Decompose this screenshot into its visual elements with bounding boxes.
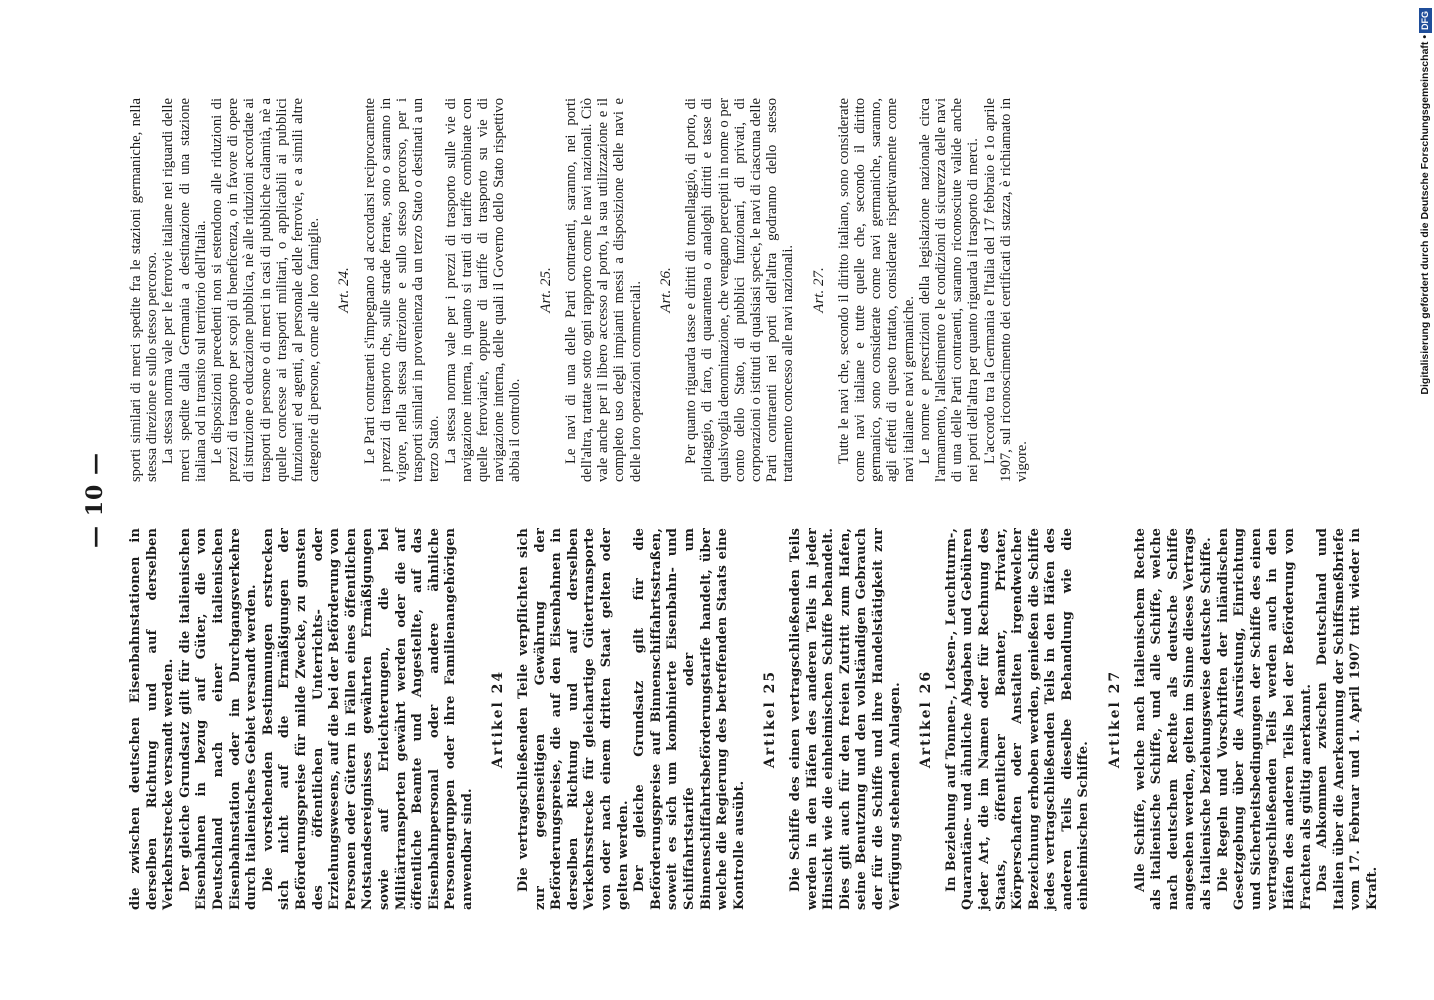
italian-article-24-heading: Art. 24.	[336, 267, 353, 313]
german-paragraph: Das Abkommen zwischen Deutschland und Italien über die Anerkennung der Schiffsmeßbriefe vom 17. Februar und 1. April 1907 tritt wieder in Kraft.	[1315, 528, 1380, 910]
german-paragraph: Alle Schiffe, welche nach italienischem Rechte als italienische Schiffe, und alle Schiffe, welche nach deutschem Rechte als deutsche Schiffe angesehen werden, gelten im Sinne dieses Vertrags als italienische beziehungsweise deutsche Schiffe.	[1132, 528, 1215, 910]
italian-paragraph: Tutte le navi che, secondo il diritto italiano, sono considerate come navi italiane e tutte quelle che, secondo il diritto germanico, sono considerate come navi germaniche, saranno, agli effetti di questo trattato, considerate rispettivamente come navi italiane e navi germaniche.	[835, 98, 917, 482]
italian-column	[128, 98, 1030, 482]
german-article-25-heading: Artikel 25	[762, 669, 779, 769]
german-paragraph: Die Regeln und Vorschriften der inländischen Gesetzgebung über die Ausrüstung, Einrichtung und Sicherheitsbedingungen der Schiffe des einen vertragschließenden Teils werden auch in den Häfen des anderen Teils bei der Beförderung von Frachten als gültig anerkannt.	[1215, 528, 1314, 910]
digitization-credit	[1418, 8, 1432, 998]
italian-intro: sporti similari di merci spedite fra le stazioni germaniche, nella stessa direzione e sullo stesso percorso.	[128, 98, 161, 482]
italian-paragraph: L'accordo tra la Germania e l'Italia del 17 febbraio e 1o aprile 1907, sul riconoscimento dei certificati di stazza, è richiamato in vigore.	[981, 98, 1030, 482]
german-article-27-heading: Artikel 27	[1107, 669, 1124, 769]
italian-paragraph: La stessa norma vale per le ferrovie italiane nei riguardi delle merci spedite dalla Germania a destinazione di una stazione italiana od in transito sul territorio dell'Italia.	[160, 98, 209, 482]
german-paragraph: In Beziehung auf Tonnen-, Lotsen-, Leuchtturm-, Quarantäne- und ähnliche Abgaben und Gebühren jeder Art, die im Namen oder für Rechnung des Staats, öffentlicher Beamter, Privater, Körperschaften oder Anstalten irgendwelcher Bezeichnung erhoben werden, genießen die Schiffe jedes vertragschließenden Teils in den Häfen des anderen Teils dieselbe Behandlung wie die einheimischen Schiffe.	[943, 528, 1092, 910]
italian-paragraph: Le Parti contraenti s'impegnano ad accordarsi reciprocamente i prezzi di trasporto che, sulle strade ferrate, sono o saranno in vigore, nella stessa direzione e sullo stesso percorso, per i trasporti similari in provenienza da un terzo Stato o destinati a un terzo Stato.	[361, 98, 443, 482]
german-column	[128, 528, 1382, 910]
dfg-logo: DFG	[1419, 8, 1432, 33]
german-paragraph: Die vertragschließenden Teile verpflichten sich zur gegenseitigen Gewährung der Beförderungspreise, die auf den Eisenbahnen in derselben Richtung und auf derselben Verkehrsstrecke für gleichartige Gütertransporte von oder nach einem dritten Staat gelten oder gelten werden.	[516, 528, 631, 910]
italian-paragraph: La stessa norma vale per i prezzi di trasporto sulle vie di navigazione interna, in quanto si tratti di tariffe combinate con quelle ferroviarie, oppure di tariffe di trasporto su vie di navigazione interna, delle quali il Governo dello Stato rispettivo abbia il controllo.	[442, 98, 524, 482]
italian-article-26-heading: Art. 26.	[657, 267, 674, 313]
german-paragraph: Der gleiche Grundsatz gilt für die Beförderungspreise auf Binnenschiffahrtsstraßen, soweit es sich um kombinierte Eisenbahn- und Schiffahrtstarife oder um Binnenschiffahrtsbeförderungstarife handelt, über welche die Regierung des betreffenden Staats eine Kontrolle ausübt.	[632, 528, 747, 910]
credit-text: Digitalisierung gefördert durch die Deutsche Forschungsgemeinschaft •	[1419, 35, 1431, 395]
german-intro: die zwischen deutschen Eisenbahnstationen in derselben Richtung und auf derselben Verkehrsstrecke versandt werden.	[128, 528, 177, 910]
italian-paragraph: Le norme e prescrizioni della legislazione nazionale circa l'armamento, l'allestimento e le condizioni di sicurezza delle navi di una delle Parti contraenti, saranno riconosciute valide anche nei porti dell'altra per quanto riguarda il trasporto di merci.	[916, 98, 982, 482]
german-article-26-heading: Artikel 26	[918, 669, 935, 769]
german-paragraph: Der gleiche Grundsatz gilt für die italienischen Eisenbahnen in bezug auf Güter, die von Deutschland nach einer italienischen Eisenbahnstation oder im Durchgangsverkehre durch italienisches Gebiet versandt werden.	[177, 528, 260, 910]
page-number: — 10 —	[82, 452, 108, 548]
italian-article-27-heading: Art. 27.	[810, 267, 827, 313]
german-paragraph: Die vorstehenden Bestimmungen erstrecken sich nicht auf die Ermäßigungen der Beförderungspreise für milde Zwecke, zu gunsten des öffentlichen Unterrichts- oder Erziehungswesens, auf die bei der Beförderung von Personen oder Gütern in Fällen eines öffentlichen Notstandsereignisses gewährten Ermäßigungen sowie auf Erleichterungen, die bei Militärtransporten gewährt werden oder die auf öffentliche Beamte und Angestellte, auf das Eisenbahnpersonal oder andere ähnliche Personengruppen oder ihre Familienangehörigen anwendbar sind.	[260, 528, 475, 910]
italian-paragraph: Le navi di una delle Parti contraenti, saranno, nei porti dell'altra, trattate sotto ogni rapporto come le navi nazionali. Ciò vale anche per il libero accesso al porto, la sua utilizzazione e il completo uso degli impianti messi a disposizione delle navi e delle loro operazioni commerciali.	[562, 98, 644, 482]
german-article-24-heading: Artikel 24	[490, 669, 507, 769]
italian-article-25-heading: Art. 25.	[537, 267, 554, 313]
italian-paragraph: Le disposizioni precedenti non si estendono alle riduzioni di prezzi di trasporto per scopi di beneficenza, o in favore di opere di istruzione o educazione pubblica, nè alle riduzioni accordate ai trasporti di persone o di merci in casi di pubbliche calamità, nè a quelle concesse ai trasporti militari, o applicabili ai pubblici funzionari ed agenti, al personale delle ferrovie, e a simili altre categorie di persone, come alle loro famiglie.	[209, 98, 323, 482]
italian-paragraph: Per quanto riguarda tasse e diritti di tonnellaggio, di porto, di pilotaggio, di faro, di quarantena o analoghi diritti e tasse di qualsivoglia denominazione, che vengano percepiti in nome o per conto dello Stato, di pubblici funzionari, di privati, di corporazioni o istituti di qualsiasi specie, le navi di ciascuna delle Parti contraenti nei porti dell'altra godranno dello stesso trattamento concesso alle navi nazionali.	[683, 98, 797, 482]
german-paragraph: Die Schiffe des einen vertragschließenden Teils werden in den Häfen des anderen Teils in jeder Hinsicht wie die einheimischen Schiffe behandelt. Dies gilt auch für den freien Zutritt zum Hafen, seine Benutzung und den vollständigen Gebrauch der für die Schiffe und ihre Handelstätigkeit zur Verfügung stehenden Anlagen.	[787, 528, 903, 910]
